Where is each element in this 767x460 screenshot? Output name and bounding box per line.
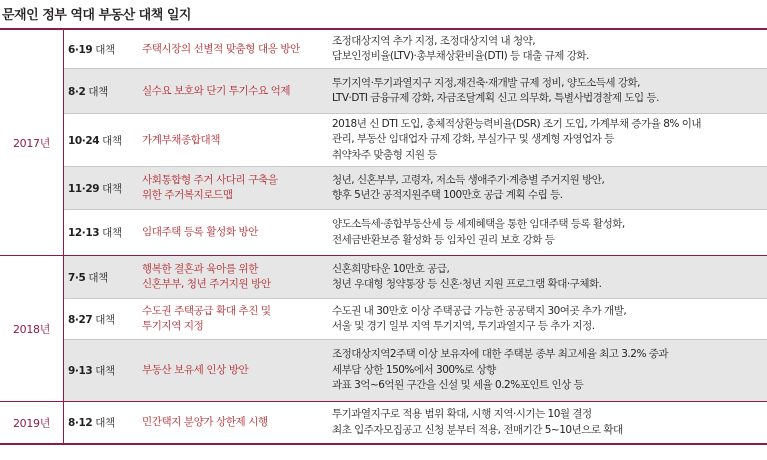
policy-date-number: 12·13 [68,227,100,239]
policy-name-line: 민간택지 분양가 상한제 시행 [142,416,268,428]
policy-date-suffix: 대책 [99,227,122,239]
policy-date-number: 8·27 [68,313,93,326]
policy-name-line: 투기지역 지정 [142,320,204,332]
policy-date-number: 11·29 [68,182,100,195]
policy-description-line: 과표 3억~6억원 구간을 신설 및 세율 0.2%포인트 인상 등 [332,379,584,392]
policy-description-line: 조정대상지역2주택 이상 보유자에 대한 주택분 종부 최고세율 최고 3.2% 중과 [332,348,669,361]
policy-description-line: 담보인정비율(LTV)·총부채상환비율(DTI) 등 대출 규제 강화. [332,50,589,62]
policy-date-number: 8·2 [68,85,86,98]
policy-description-line: 취약차주 맞춤형 지원 등 [332,148,437,161]
policy-description [332,73,767,110]
policy-name-line: 실수요 보호와 단기 투기수요 억제 [142,84,291,97]
policy-name [142,84,332,99]
policy-name [142,262,332,292]
policy-description-line: 전세금반환보증 활성화 등 임차인 권리 보호 강화 등 [332,233,555,246]
policy-row [64,69,767,114]
policy-name-line: 사회통합형 주거 사다리 구축을 [142,174,278,186]
policy-name-line: 가계부채종합대책 [142,133,220,146]
policy-date [64,415,142,430]
policy-name-line: 임대주택 등록 활성화 방안 [142,226,258,238]
policy-description [332,259,767,296]
policy-name-line: 수도권 주택공급 확대 추진 및 [142,305,271,317]
policy-description-line: 청년, 신혼부부, 고령자, 저소득 생애주기·계층별 주거지원 방안, [332,173,605,186]
policy-date [64,312,142,327]
policy-date-number: 8·12 [68,417,93,429]
policy-name-line: 행복한 결혼과 육아를 위한 [142,263,258,275]
policy-date-suffix: 대책 [92,313,115,326]
policy-name [142,363,332,378]
policy-row [64,402,767,443]
policy-date [64,84,142,99]
year-block [0,402,767,443]
policy-row [64,299,767,340]
policy-name-line: 부동산 보유세 인상 방안 [142,364,249,376]
year-block [0,256,767,402]
policy-row [64,340,767,401]
policy-date [64,225,142,240]
policy-description-line: 투기과열지구로 적용 범위 확대, 시행 지역·시기는 10월 결정 [332,408,592,420]
policy-date [64,181,142,196]
policy-description-line: LTV·DTI 금융규제 강화, 자금조달계획 신고 의무화, 특별사법경찰제 도입 등. [332,92,660,104]
policy-description [332,170,767,207]
policy-description-line: 청년 우대형 청약통장 등 신혼·청년 지원 프로그램 확대·구체화. [332,278,602,290]
policy-date-suffix: 대책 [85,271,108,284]
policy-row [64,210,767,255]
policy-date-suffix: 대책 [99,182,122,195]
policy-name [142,304,332,334]
policy-table [0,28,767,445]
policy-name [142,415,332,430]
year-label: 2018년 [0,256,64,401]
policy-description [332,214,767,251]
policy-date-number: 6·19 [68,43,93,56]
policy-description [332,301,767,338]
policy-description-line: 신혼희망타운 10만호 공급, [332,262,450,275]
policy-name-line: 위한 주거복지로드맵 [142,189,233,201]
policy-name-line: 신혼부부, 청년 주거지원 방안 [142,278,271,290]
policy-name [142,225,332,240]
policy-description-line: 수도권 내 30만호 이상 주택공급 가능한 공공택지 30여곳 추가 개발, [332,304,627,317]
policy-date-suffix: 대책 [99,134,122,147]
policy-name-line: 주택시장의 선별적 맞춤형 대응 방안 [142,42,300,55]
policy-description-line: 조정대상지역 추가 지정, 조정대상지역 내 청약, [332,34,536,47]
policy-date-number: 9·13 [68,365,93,377]
policy-row [64,30,767,69]
policy-name [142,133,332,148]
policy-description-line: 관리, 부동산 임대업자 규제 강화, 부실가구 및 생계형 자영업자 등 [332,133,614,146]
policy-row [64,167,767,210]
policy-name [142,42,332,57]
policy-date-suffix: 대책 [92,365,115,377]
policy-description [332,31,767,68]
policy-description [332,344,767,397]
policy-row [64,256,767,299]
policy-date-suffix: 대책 [92,417,115,429]
policy-description-line: 2018년 신 DTI 도입, 총체적상환능력비율(DSR) 조기 도입, 가계부채 증가율 8% 이내 [332,117,701,130]
policy-description-line: 세부담 상한 150%에서 300%로 상향 [332,363,496,376]
policy-date [64,133,142,148]
policy-description-line: 향후 5년간 공적지원주택 100만호 공급 계획 수립 등. [332,189,563,201]
year-label: 2017년 [0,30,64,255]
policy-description-line: 투기지역·투기과열지구 지정,재건축·재개발 규제 정비, 양도소득세 강화, [332,76,641,89]
policy-description-line: 서울 및 경기 일부 지역 투기지역, 투기과열지구 등 추가 지정. [332,320,595,332]
policy-description [332,404,767,441]
policy-description-line: 최초 입주자모집공고 신청 분부터 적용, 전매기간 5~10년으로 확대 [332,423,623,436]
policy-date-number: 7·5 [68,271,86,284]
policy-date [64,42,142,57]
policy-date [64,270,142,285]
policy-date [64,363,142,378]
policy-date-number: 10·24 [68,134,100,147]
policy-date-suffix: 대책 [85,85,108,98]
policy-date-suffix: 대책 [92,43,115,56]
policy-row [64,114,767,167]
policy-description [332,114,767,167]
policy-name [142,173,332,203]
year-label: 2019년 [0,402,64,443]
policy-description-line: 양도소득세·종합부동산세 등 세제혜택을 통한 임대주택 등록 활성화, [332,218,625,230]
page-title: 문재인 정부 역대 부동산 대책 일지 [2,8,191,23]
year-block [0,30,767,256]
